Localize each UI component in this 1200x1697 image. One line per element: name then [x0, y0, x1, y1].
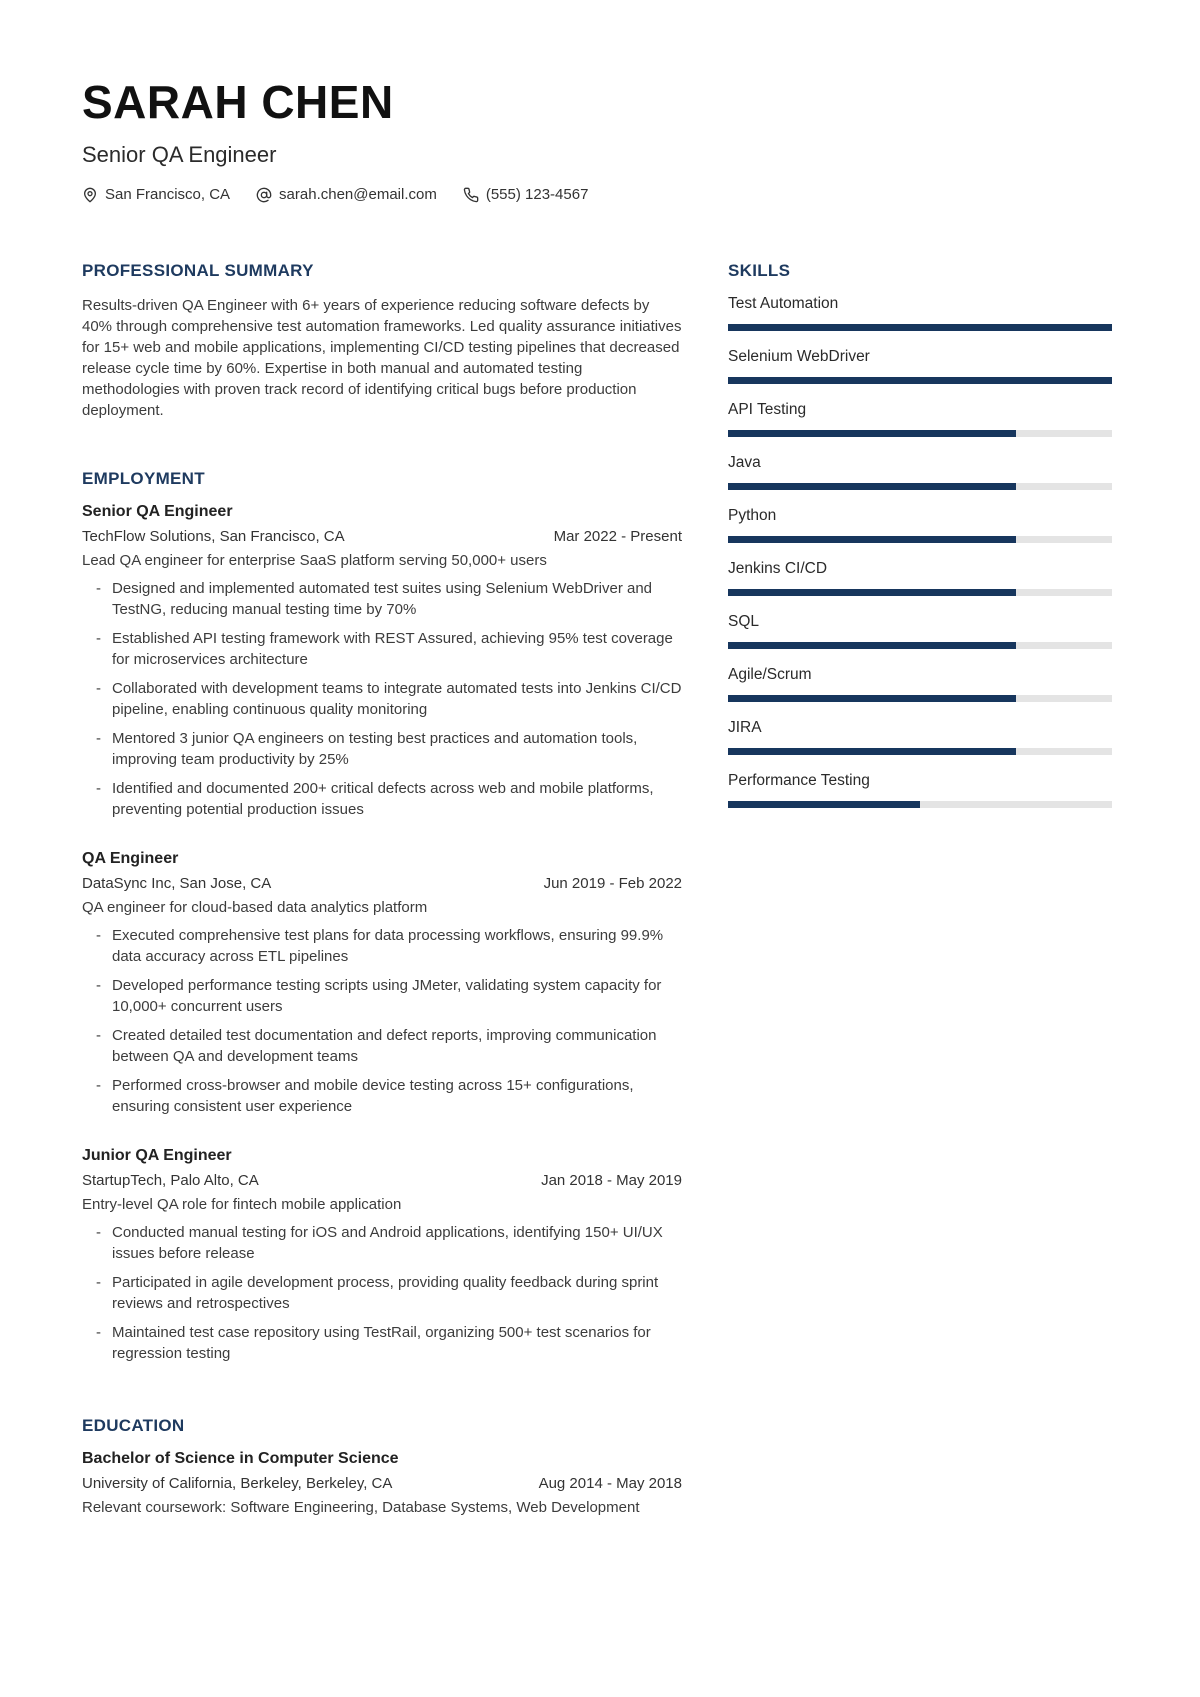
job-company: DataSync Inc, San Jose, CA [82, 875, 272, 893]
job-bullet: - Established API testing framework with REST Assured, achieving 95% test coverage for microservices architecture [82, 628, 682, 670]
job-bullet: - Participated in agile development process, providing quality feedback during sprint reviews and retrospectives [82, 1272, 682, 1314]
job-bullets [82, 925, 682, 1117]
skill-bar-track [728, 801, 1112, 808]
skills-list [728, 295, 1112, 808]
job-bullet: - Identified and documented 200+ critical defects across web and mobile platforms, preventing potential production issues [82, 778, 682, 820]
contact-phone [463, 186, 589, 203]
skill-item [728, 507, 1112, 543]
skill-bar-track [728, 324, 1112, 331]
job-bullet: - Conducted manual testing for iOS and Android applications, identifying 150+ UI/UX issues before release [82, 1222, 682, 1264]
job-meta-row [82, 1172, 682, 1189]
job-entry [82, 850, 682, 1117]
summary-text: Results-driven QA Engineer with 6+ years of experience reducing software defects by 40% through comprehensive test automation frameworks. Led quality assurance initiatives for 15+ web and mobile applications, implementing CI/CD testing pipelines that decreased release cycle time by 60%. Expertise in both manual and automated testing methodologies with proven track record of identifying critical bugs before production deployment. [82, 297, 682, 420]
education-coursework: Relevant coursework: Software Engineering, Database Systems, Web Development [82, 1499, 640, 1517]
job-description: Entry-level QA role for fintech mobile application [82, 1196, 402, 1214]
job-title: Senior QA Engineer [82, 503, 233, 521]
job-title: QA Engineer [82, 850, 179, 868]
skill-bar-fill [728, 589, 1016, 596]
job-bullet: - Mentored 3 junior QA engineers on testing best practices and automation tools, improving team productivity by 25% [82, 728, 682, 770]
contact-location-text: San Francisco, CA [105, 186, 231, 204]
main-column [82, 261, 682, 1518]
education-meta-row [82, 1475, 682, 1492]
job-title: Junior QA Engineer [82, 1147, 232, 1165]
job-bullet: - Maintained test case repository using TestRail, organizing 500+ test scenarios for regression testing [82, 1322, 682, 1364]
skill-bar-track [728, 536, 1112, 543]
skill-bar-track [728, 642, 1112, 649]
contact-phone-text: (555) 123-4567 [485, 186, 589, 204]
person-title: Senior QA Engineer [82, 142, 277, 168]
skill-item [728, 719, 1112, 755]
education-degree: Bachelor of Science in Computer Science [82, 1450, 399, 1468]
job-entry [82, 503, 682, 820]
skill-item [728, 772, 1112, 808]
phone-icon [463, 187, 479, 203]
skill-item [728, 295, 1112, 331]
job-bullet: - Developed performance testing scripts using JMeter, validating system capacity for 10,000+ concurrent users [82, 975, 682, 1017]
skill-item [728, 666, 1112, 702]
job-dates: Mar 2022 - Present [553, 528, 682, 546]
employment-section [82, 469, 682, 1364]
job-entry [82, 1147, 682, 1364]
skill-item [728, 613, 1112, 649]
skill-bar-fill [728, 642, 1016, 649]
job-meta-row [82, 528, 682, 545]
job-bullets [82, 1222, 682, 1364]
skill-bar-fill [728, 324, 1112, 331]
at-sign-icon [256, 187, 272, 203]
education-school: University of California, Berkeley, Berkeley, CA [82, 1475, 393, 1493]
skill-label: SQL [728, 613, 760, 631]
job-description: Lead QA engineer for enterprise SaaS platform serving 50,000+ users [82, 552, 547, 570]
job-bullets [82, 578, 682, 820]
skill-label: Test Automation [728, 295, 839, 313]
education-heading: EDUCATION [82, 1416, 185, 1436]
job-bullet: - Executed comprehensive test plans for data processing workflows, ensuring 99.9% data accuracy across ETL pipelines [82, 925, 682, 967]
job-dates: Jun 2019 - Feb 2022 [543, 875, 682, 893]
education-section [82, 1416, 682, 1518]
skill-bar-track [728, 589, 1112, 596]
contact-location [82, 186, 230, 203]
job-bullet: - Performed cross-browser and mobile device testing across 15+ configurations, ensuring consistent user experience [82, 1075, 682, 1117]
skill-label: API Testing [728, 401, 807, 419]
skill-bar-track [728, 695, 1112, 702]
map-pin-icon [82, 187, 98, 203]
job-bullet: - Created detailed test documentation and defect reports, improving communication between QA and development teams [82, 1025, 682, 1067]
content-columns [82, 261, 1112, 1518]
skill-label: Selenium WebDriver [728, 348, 870, 366]
job-bullet: - Collaborated with development teams to integrate automated tests into Jenkins CI/CD pipeline, enabling continuous quality monitoring [82, 678, 682, 720]
skill-bar-track [728, 377, 1112, 384]
skill-label: JIRA [728, 719, 762, 737]
skill-bar-track [728, 430, 1112, 437]
skill-item [728, 401, 1112, 437]
skill-bar-track [728, 483, 1112, 490]
job-bullet: - Designed and implemented automated test suites using Selenium WebDriver and TestNG, reducing manual testing time by 70% [82, 578, 682, 620]
contact-row [82, 186, 1112, 203]
job-company: StartupTech, Palo Alto, CA [82, 1172, 259, 1190]
skill-bar-fill [728, 377, 1112, 384]
job-dates: Jan 2018 - May 2019 [541, 1172, 682, 1190]
skill-bar-fill [728, 801, 920, 808]
education-dates: Aug 2014 - May 2018 [538, 1475, 682, 1493]
skill-item [728, 454, 1112, 490]
skills-column [728, 261, 1112, 825]
summary-heading: PROFESSIONAL SUMMARY [82, 261, 314, 281]
skill-label: Python [728, 507, 777, 525]
person-name: SARAH CHEN [82, 76, 394, 128]
skill-bar-track [728, 748, 1112, 755]
contact-email-text: sarah.chen@email.com [279, 186, 437, 204]
job-description: QA engineer for cloud-based data analytics platform [82, 899, 428, 917]
skill-bar-fill [728, 695, 1016, 702]
summary-section [82, 261, 682, 421]
skills-heading: SKILLS [728, 261, 791, 281]
skill-label: Java [728, 454, 761, 472]
skill-label: Agile/Scrum [728, 666, 812, 684]
skill-bar-fill [728, 748, 1016, 755]
skill-bar-fill [728, 536, 1016, 543]
job-meta-row [82, 875, 682, 892]
jobs-list [82, 503, 682, 1364]
skill-label: Jenkins CI/CD [728, 560, 828, 578]
skill-label: Performance Testing [728, 772, 870, 790]
skill-item [728, 560, 1112, 596]
contact-email [256, 186, 437, 203]
skill-bar-fill [728, 483, 1016, 490]
job-company: TechFlow Solutions, San Francisco, CA [82, 528, 345, 546]
employment-heading: EMPLOYMENT [82, 469, 205, 489]
skill-item [728, 348, 1112, 384]
resume-header [82, 78, 1112, 203]
skill-bar-fill [728, 430, 1016, 437]
